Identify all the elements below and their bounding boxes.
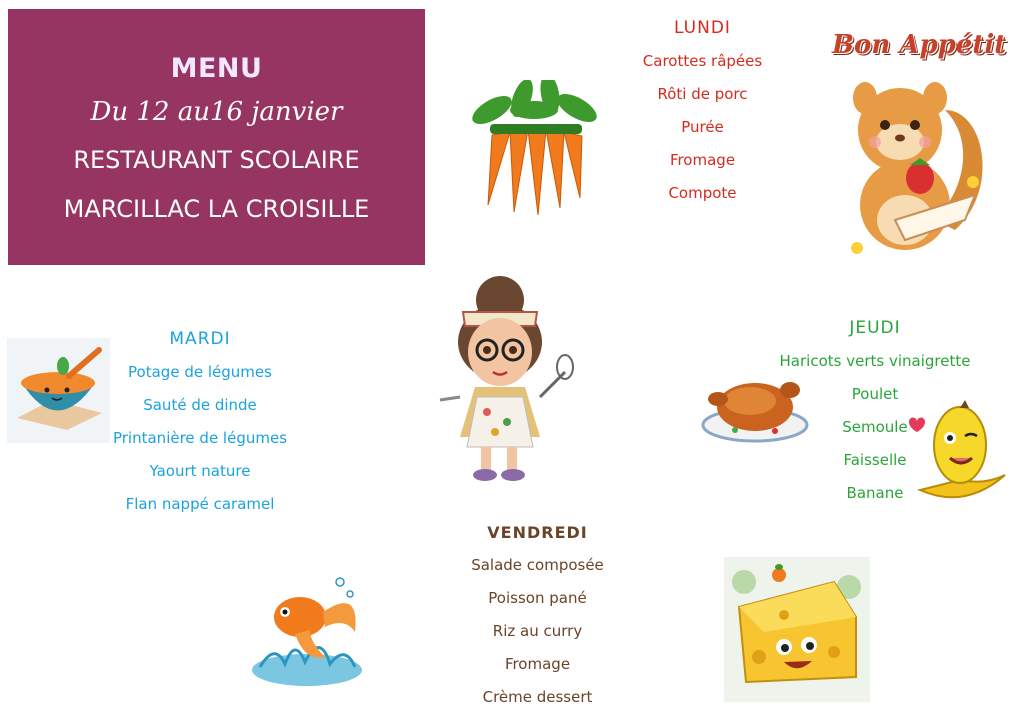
menu-item: Riz au curry — [492, 622, 583, 640]
menu-item: Banane — [846, 484, 904, 502]
menu-item: Crème dessert — [482, 688, 593, 706]
day-title: VENDREDI — [487, 523, 588, 542]
menu-item: Faisselle — [843, 451, 907, 469]
menu-item: Poisson pané — [488, 589, 587, 607]
day-title: JEUDI — [849, 318, 901, 338]
menu-item: Rôti de porc — [657, 85, 748, 103]
menu-item: Sauté de dinde — [143, 396, 257, 414]
day-lundi — [610, 18, 795, 215]
roast-chicken-illustration — [700, 365, 810, 445]
day-mardi — [80, 329, 320, 526]
day-title: MARDI — [169, 329, 231, 349]
menu-item: Fromage — [669, 151, 736, 169]
menu-item: Semoule — [842, 418, 908, 436]
soup-bowl-illustration — [7, 338, 110, 443]
menu-item: Yaourt nature — [149, 462, 251, 480]
day-title: LUNDI — [674, 18, 731, 38]
cheese-illustration — [724, 557, 870, 702]
menu-title-box — [8, 9, 425, 265]
squirrel-illustration — [835, 70, 995, 260]
menu-item: Compote — [668, 184, 737, 202]
menu-heading: MENU — [170, 53, 263, 84]
restaurant-name: RESTAURANT SCOLAIRE — [73, 146, 360, 174]
day-vendredi — [440, 523, 635, 719]
menu-item: Potage de légumes — [128, 363, 272, 381]
menu-item: Fromage — [504, 655, 571, 673]
carrots-illustration — [462, 80, 607, 220]
menu-item: Printanière de légumes — [112, 429, 288, 447]
bon-appetit-heading: Bon Appétit — [832, 30, 1007, 60]
menu-item: Purée — [681, 118, 724, 136]
menu-item: Poulet — [851, 385, 899, 403]
menu-item: Flan nappé caramel — [125, 495, 275, 513]
menu-item: Salade composée — [471, 556, 604, 574]
chef-girl-illustration — [415, 272, 575, 487]
menu-item: Haricots verts vinaigrette — [779, 352, 971, 370]
banana-illustration — [905, 400, 1013, 510]
goldfish-illustration — [245, 572, 370, 692]
restaurant-location: MARCILLAC LA CROISILLE — [63, 195, 370, 223]
menu-dates: Du 12 au16 janvier — [90, 97, 343, 127]
menu-item: Carottes râpées — [642, 52, 763, 70]
